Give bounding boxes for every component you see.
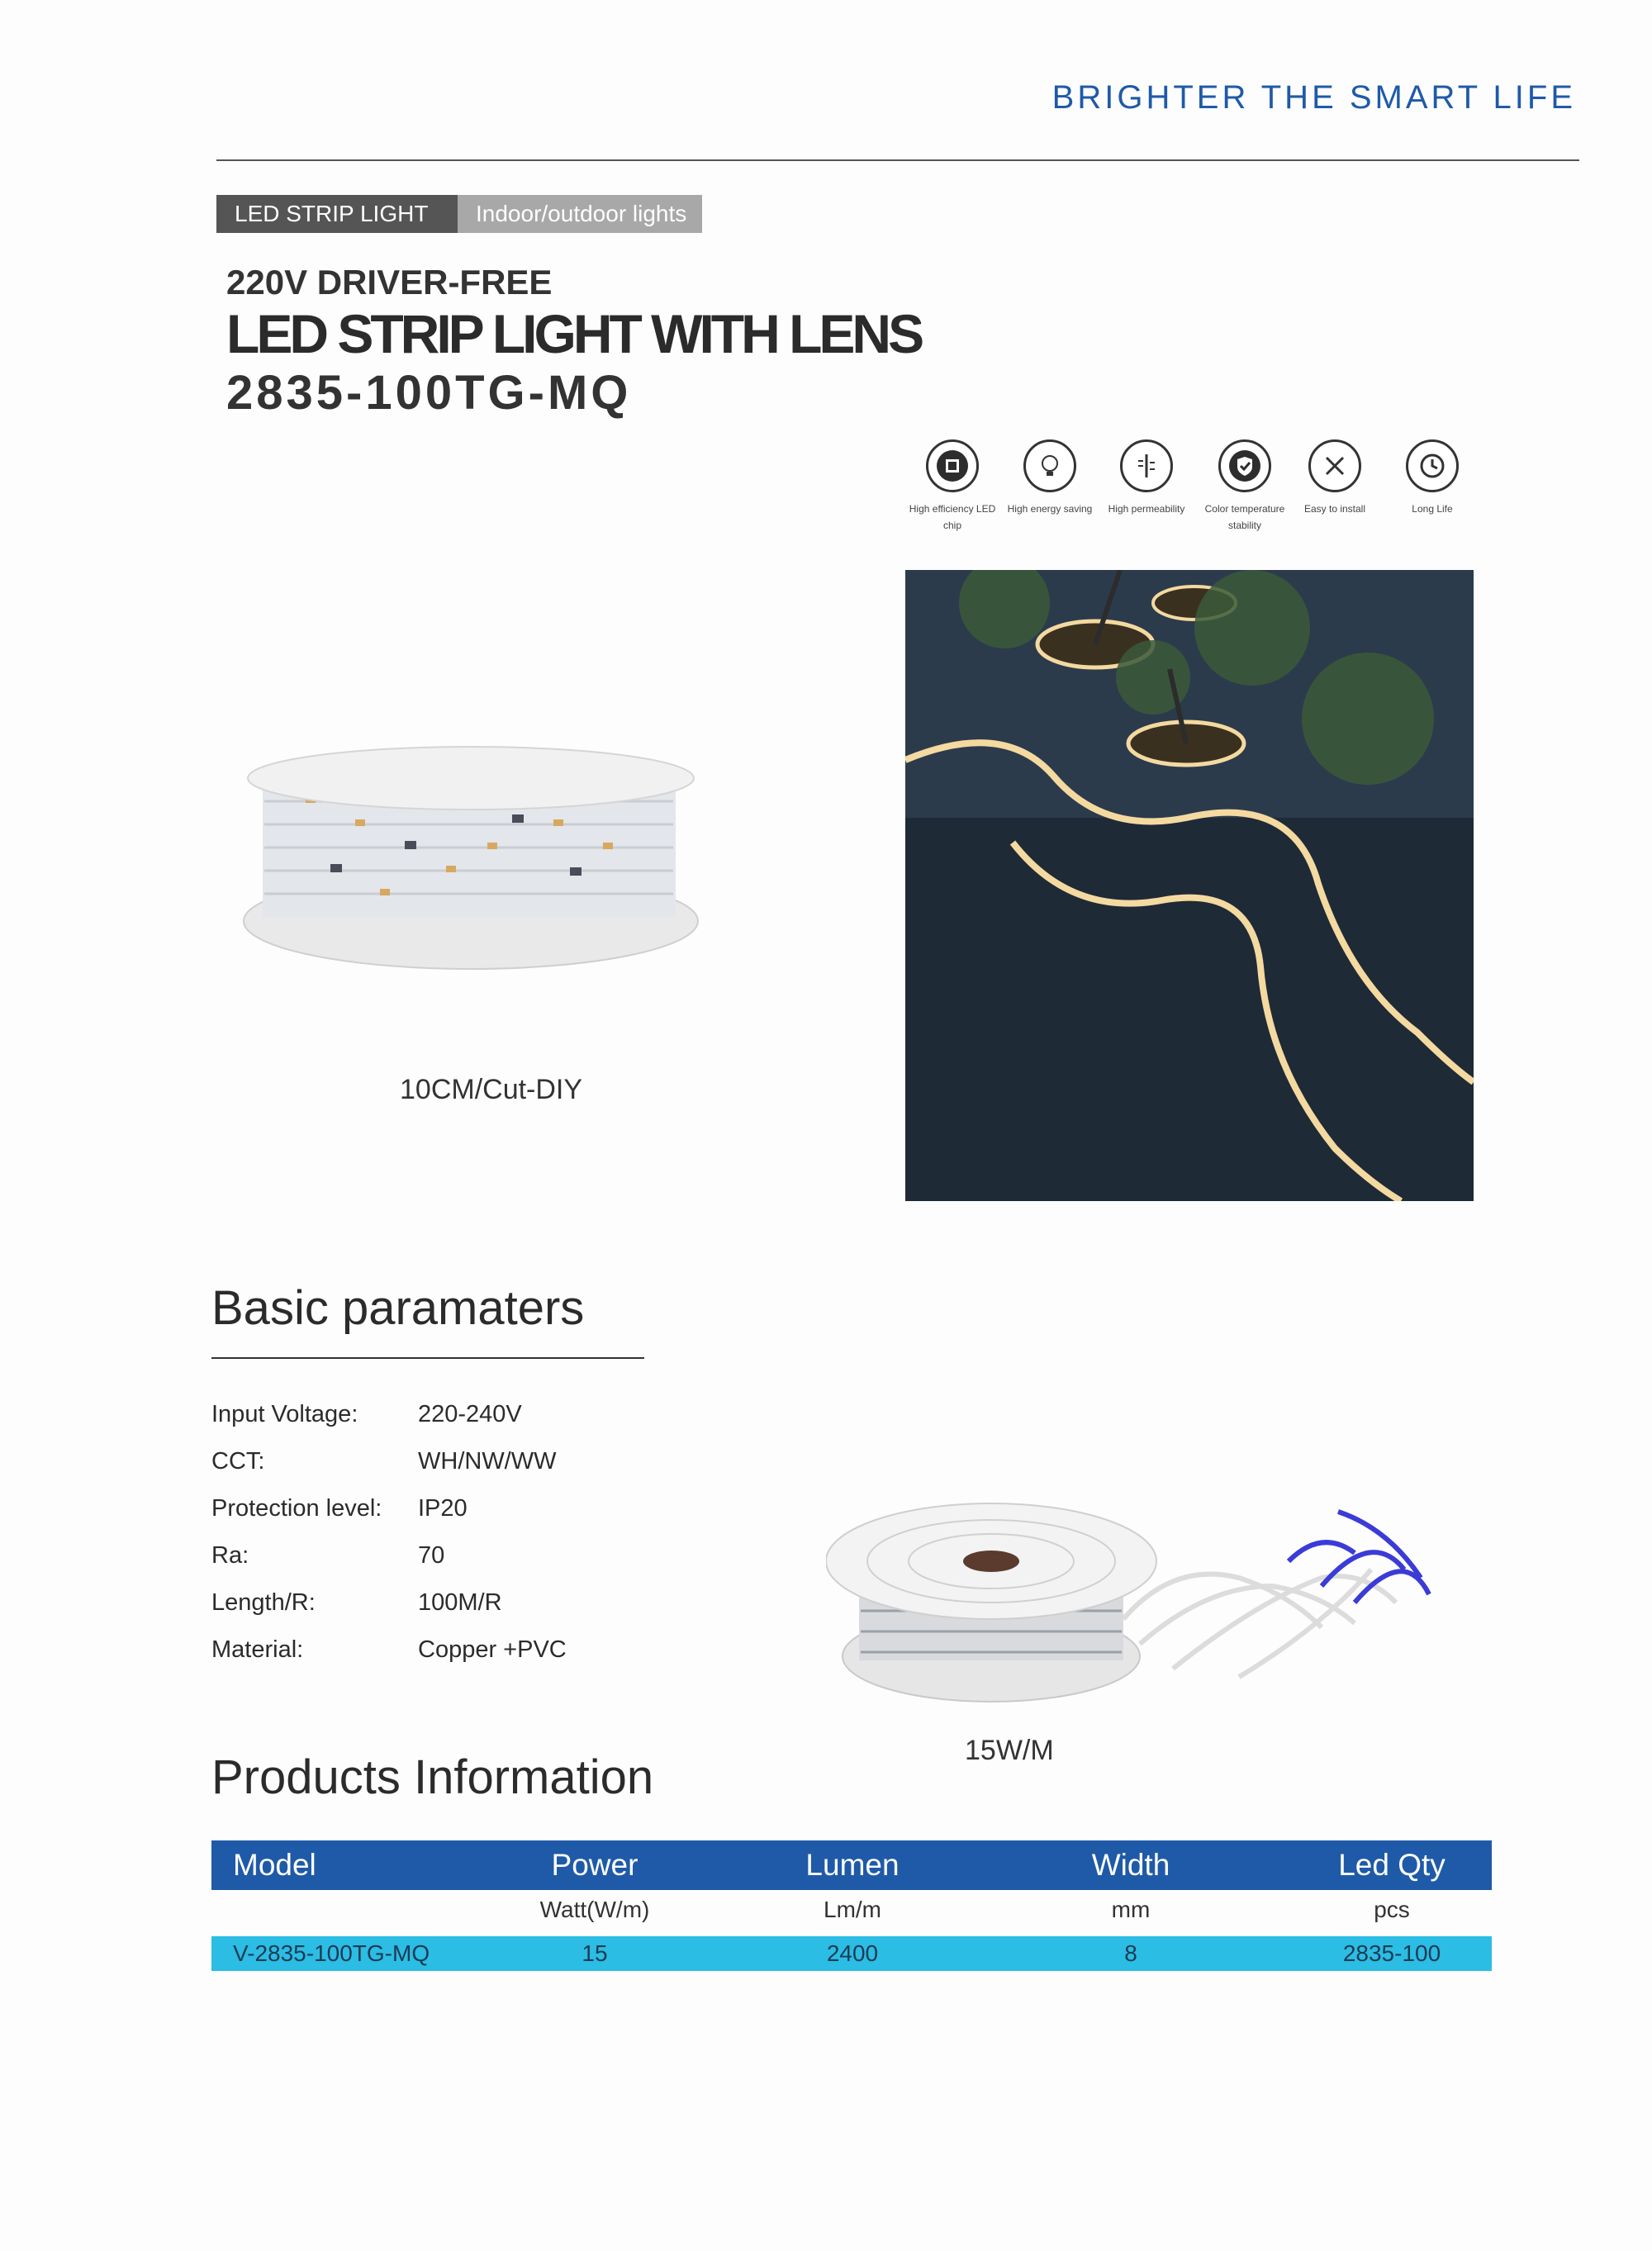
- tools-icon: [1308, 439, 1361, 492]
- column-header-width: Width: [1091, 1848, 1170, 1882]
- feature-label: Easy to install: [1303, 503, 1366, 515]
- param-key: Material:: [211, 1636, 304, 1663]
- param-value: WH/NW/WW: [418, 1448, 557, 1475]
- basic-parameters-heading: Basic paramaters: [211, 1281, 585, 1335]
- cell-power: 15: [582, 1940, 608, 1966]
- column-header-lumen: Lumen: [805, 1848, 900, 1882]
- param-value: 70: [418, 1542, 445, 1569]
- product-image-caption: 10CM/Cut-DIY: [400, 1074, 583, 1105]
- unit-power: Watt(W/m): [539, 1897, 650, 1922]
- cell-lumen: 2400: [826, 1940, 879, 1966]
- param-key: Length/R:: [211, 1589, 316, 1616]
- param-key: Ra:: [211, 1542, 249, 1569]
- param-row: [211, 1448, 557, 1475]
- spool-image-caption: 15W/M: [965, 1735, 1054, 1766]
- column-header-model: Model: [233, 1848, 316, 1882]
- feature-item: [1097, 439, 1196, 517]
- led-strip-reel-image: [240, 735, 702, 975]
- section-divider: [211, 1357, 644, 1359]
- param-row: [211, 1542, 444, 1570]
- feature-label: Color temperature stability: [1204, 503, 1285, 531]
- bulb-icon: [1023, 439, 1076, 492]
- param-value: 100M/R: [418, 1589, 502, 1616]
- category-tag-secondary: Indoor/outdoor lights: [458, 195, 702, 233]
- product-subtitle: 220V DRIVER-FREE: [226, 263, 553, 302]
- param-value: Copper +PVC: [418, 1636, 567, 1663]
- products-table: [211, 1840, 1492, 1971]
- header-divider: [216, 159, 1579, 161]
- products-information-heading: Products Information: [211, 1750, 654, 1804]
- param-row: [211, 1636, 567, 1664]
- param-row: [211, 1401, 522, 1428]
- unit-lumen: Lm/m: [824, 1897, 881, 1922]
- feature-label: High efficiency LED chip: [909, 503, 996, 531]
- feature-item: [1285, 439, 1384, 517]
- param-key: CCT:: [211, 1448, 265, 1475]
- cell-led-qty: 2835-100: [1342, 1940, 1441, 1966]
- cell-width: 8: [1124, 1940, 1137, 1966]
- param-value: 220-240V: [418, 1401, 522, 1427]
- unit-led-qty: pcs: [1374, 1897, 1410, 1922]
- unit-width: mm: [1111, 1897, 1151, 1922]
- shield-check-icon: [1218, 439, 1271, 492]
- feature-label: High energy saving: [1007, 503, 1093, 515]
- feature-item: [1383, 439, 1482, 517]
- application-photo: [905, 570, 1474, 1201]
- chip-icon: [926, 439, 979, 492]
- feature-item: [903, 439, 1002, 534]
- tagline: BRIGHTER THE SMART LIFE: [1051, 79, 1576, 116]
- feature-item: [1195, 439, 1294, 534]
- param-key: Input Voltage:: [211, 1401, 358, 1427]
- cell-model: V-2835-100TG-MQ: [233, 1940, 430, 1966]
- feature-label: Long Life: [1412, 503, 1453, 515]
- permeability-icon: [1120, 439, 1173, 492]
- clock-icon: [1406, 439, 1459, 492]
- product-code: 2835-100TG-MQ: [226, 366, 632, 420]
- table-header-row: [211, 1840, 1492, 1890]
- param-value: IP20: [418, 1495, 468, 1522]
- param-row: [211, 1495, 468, 1522]
- param-key: Protection level:: [211, 1495, 382, 1522]
- table-row: [211, 1936, 1492, 1971]
- category-tag-primary: LED STRIP LIGHT: [216, 195, 458, 233]
- led-strip-spool-image: [826, 1479, 1437, 1726]
- product-title: LED STRIP LIGHT WITH LENS: [226, 303, 922, 364]
- column-header-led-qty: Led Qty: [1338, 1848, 1446, 1882]
- feature-item: [1000, 439, 1099, 517]
- column-header-power: Power: [551, 1848, 638, 1882]
- table-units-row: [211, 1890, 1492, 1930]
- feature-label: High permeability: [1108, 503, 1185, 515]
- param-row: [211, 1589, 502, 1617]
